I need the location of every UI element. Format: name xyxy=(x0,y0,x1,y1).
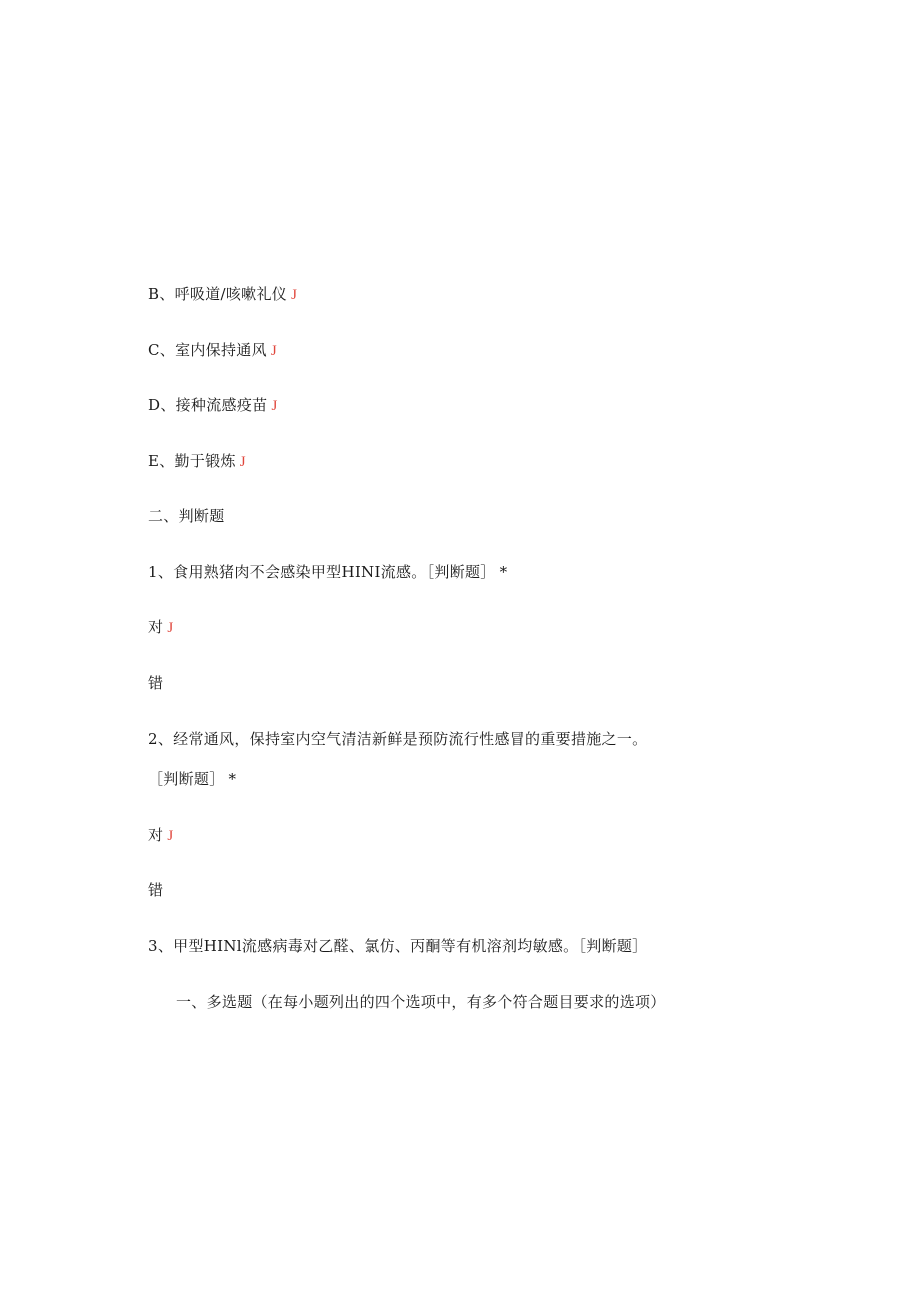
answer-label: 错 xyxy=(148,881,164,899)
q2-answer-true xyxy=(148,825,173,846)
option-c xyxy=(148,340,277,361)
answer-label: 对 xyxy=(148,618,164,636)
option-c-text: C、室内保持通风 xyxy=(148,341,267,359)
option-b-text: B、呼吸道/咳嗽礼仪 xyxy=(148,285,288,303)
option-e-text: E、勤于锻炼 xyxy=(148,452,236,470)
question-1-text: 1、食用熟猪肉不会感染甲型HINI流感。［判断题］ xyxy=(148,563,496,581)
option-b xyxy=(148,284,297,305)
question-2-line1: 2、经常通风，保持室内空气清洁新鲜是预防流行性感冒的重要措施之一。 xyxy=(148,730,648,748)
section-heading-judge: 二、判断题 xyxy=(148,507,225,525)
option-d xyxy=(148,395,278,416)
required-marker: * xyxy=(228,770,237,788)
option-d-text: D、接种流感疫苗 xyxy=(148,396,268,414)
section-heading-multi: 一、多选题（在每小题列出的四个选项中，有多个符合题目要求的选项） xyxy=(176,993,666,1011)
checkmark-icon: J xyxy=(271,398,278,414)
question-1 xyxy=(148,562,507,582)
q1-answer-false xyxy=(148,673,163,693)
question-3: 3、甲型HINl流感病毒对乙醛、氯仿、丙酮等有机溶剂均敏感。［判断题］ xyxy=(148,937,648,955)
question-2-type: ［判断题］ xyxy=(148,770,225,788)
required-marker: * xyxy=(499,563,508,581)
checkmark-icon: J xyxy=(239,454,246,470)
checkmark-icon: J xyxy=(167,828,174,844)
answer-label: 对 xyxy=(148,826,164,844)
checkmark-icon: J xyxy=(167,620,174,636)
checkmark-icon: J xyxy=(291,287,298,303)
question-2-line2 xyxy=(148,769,236,789)
q1-answer-true xyxy=(148,617,173,638)
answer-label: 错 xyxy=(148,674,164,692)
checkmark-icon: J xyxy=(270,343,278,359)
option-e xyxy=(148,451,246,472)
q2-answer-false xyxy=(148,880,163,900)
